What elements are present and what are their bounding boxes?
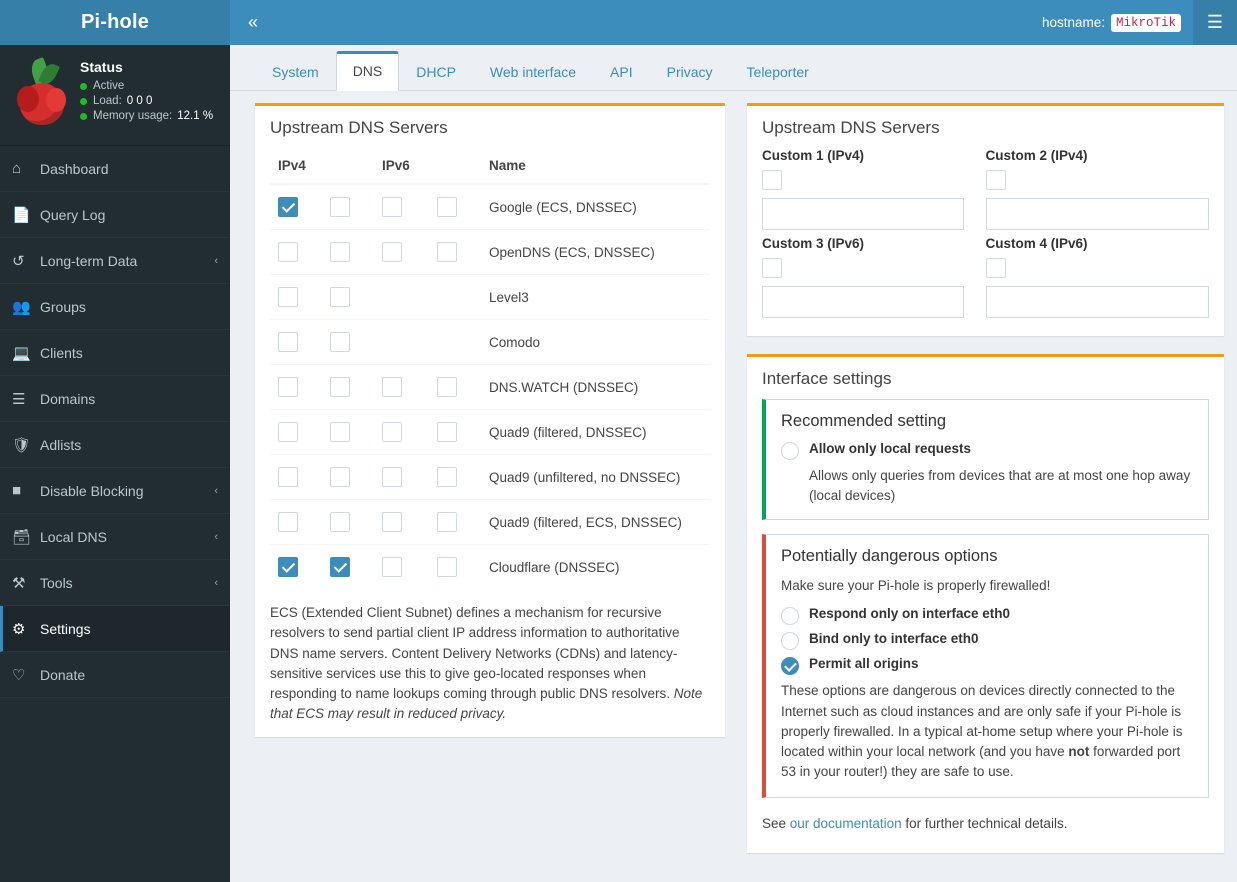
sidebar-item-label: Dashboard <box>40 160 109 177</box>
cell-ipv6a <box>374 545 429 590</box>
status-text <box>74 57 213 131</box>
recommended-heading: Recommended setting <box>781 412 947 430</box>
table-header-row <box>270 148 710 184</box>
sidebar-item-adlists[interactable] <box>0 422 230 468</box>
radio-icon[interactable] <box>781 632 799 650</box>
checkbox-ipv6-quad9-filtered-a[interactable] <box>382 422 402 442</box>
status-dot-icon <box>80 98 87 105</box>
table-row <box>270 500 710 545</box>
custom-field-4 <box>986 236 1210 318</box>
custom-input-1[interactable] <box>762 198 964 230</box>
checkbox-ipv6-quad9-filtered-b[interactable] <box>437 422 457 442</box>
checkbox-ipv6-google-a[interactable] <box>382 197 402 217</box>
interface-settings-box <box>747 354 1224 853</box>
cell-name: Quad9 (filtered, DNSSEC) <box>481 410 710 455</box>
cell-ipv4a <box>270 184 322 230</box>
sidebar-item-label: Groups <box>40 298 86 315</box>
dangerous-note <box>781 681 1193 782</box>
laptop-icon: 💻 <box>12 344 31 362</box>
sidebar-item-label: Adlists <box>40 436 82 453</box>
cell-ipv6b <box>429 230 481 275</box>
status-memory-label: Memory usage: <box>93 110 173 122</box>
chevron-left-icon: ‹ <box>214 576 218 589</box>
home-icon: ⌂ <box>12 160 22 177</box>
cell-name: Cloudflare (DNSSEC) <box>481 545 710 590</box>
sidebar-item-local-dns[interactable] <box>0 514 230 560</box>
document-icon: 📄 <box>12 206 31 224</box>
left-column <box>255 103 725 871</box>
custom-field-1 <box>762 148 986 230</box>
custom-input-3[interactable] <box>762 286 964 318</box>
settings-columns <box>230 91 1237 871</box>
checkbox-ipv4-opendns-b[interactable] <box>330 242 350 262</box>
sidebar-item-label: Local DNS <box>40 528 107 545</box>
brand-title[interactable]: Pi-hole <box>0 0 230 45</box>
cell-ipv4b <box>322 365 374 410</box>
checkbox-ipv4-google-b[interactable] <box>330 197 350 217</box>
checkbox-ipv6-opendns-a[interactable] <box>382 242 402 262</box>
ecs-help-text <box>270 589 710 725</box>
hostname-display <box>1042 14 1181 32</box>
cell-ipv6b <box>429 410 481 455</box>
documentation-link[interactable]: our documentation <box>789 815 902 831</box>
checkbox-ipv4-comodo-b[interactable] <box>330 332 350 352</box>
radio-label: Respond only on interface eth0 <box>809 606 1011 622</box>
checkbox-ipv4-dnswatch-b[interactable] <box>330 377 350 397</box>
sidebar-item-label: Long-term Data <box>40 252 138 269</box>
checkbox-ipv4-google-a[interactable] <box>278 197 298 217</box>
users-icon: 👥 <box>12 298 31 316</box>
upstream-dns-header <box>255 106 725 148</box>
cell-name: Quad9 (filtered, ECS, DNSSEC) <box>481 500 710 545</box>
cell-ipv6b <box>429 365 481 410</box>
sidebar-item-donate[interactable] <box>0 652 230 698</box>
tab-dhcp[interactable]: DHCP <box>416 64 456 80</box>
status-active-label: Active <box>93 80 125 92</box>
checkbox-ipv4-quad9-filtered-a[interactable] <box>278 422 298 442</box>
recommended-setting-callout <box>762 399 1209 520</box>
sidebar-item-label: Clients <box>40 344 83 361</box>
status-title: Status <box>80 59 123 75</box>
checkbox-ipv6-dnswatch-a[interactable] <box>382 377 402 397</box>
right-column <box>747 103 1224 871</box>
sidebar-item-long-term-data[interactable] <box>0 238 230 284</box>
list-icon: ☰ <box>12 390 26 408</box>
checkbox-ipv4-quad9-ecs-b[interactable] <box>330 512 350 532</box>
cell-ipv6a <box>374 365 429 410</box>
cell-ipv4b <box>322 455 374 500</box>
checkbox-ipv6-quad9-unfiltered-a[interactable] <box>382 467 402 487</box>
cell-ipv6a <box>374 500 429 545</box>
radio-icon[interactable] <box>781 607 799 625</box>
custom-label-1: Custom 1 (IPv4) <box>762 148 865 163</box>
sidebar <box>0 0 230 882</box>
checkbox-ipv4-level3-a[interactable] <box>278 287 298 307</box>
cell-name: DNS.WATCH (DNSSEC) <box>481 365 710 410</box>
sidebar-item-domains[interactable] <box>0 376 230 422</box>
ecs-help-body: ECS (Extended Client Subnet) defines a mechanism for recursive resolvers to send partial client IP address information to authoritative DNS name servers. Content Delivery Networks (CDNs) and latency-sensitive services use this to give geo-located responses when responding to name lookups coming through public DNS resolvers. <box>270 605 680 701</box>
status-panel <box>0 45 230 146</box>
table-row <box>270 230 710 275</box>
custom-dns-servers-box <box>747 103 1224 336</box>
radio-permit-all-origins[interactable] <box>781 656 1193 675</box>
column-header-ipv6: IPv6 <box>374 148 429 184</box>
cell-ipv6a <box>374 275 429 320</box>
recommended-description: Allows only queries from devices that are at most one hop away (local devices) <box>809 468 1191 503</box>
gear-icon: ⚙ <box>12 620 26 638</box>
status-dot-icon <box>80 113 87 120</box>
cell-ipv4b <box>322 320 374 365</box>
topbar <box>230 0 1237 45</box>
checkbox-ipv6-google-b[interactable] <box>437 197 457 217</box>
table-row <box>270 184 710 230</box>
main-area <box>230 0 1237 882</box>
checkbox-custom-4[interactable] <box>986 258 1006 278</box>
custom-label-4: Custom 4 (IPv6) <box>985 236 1088 251</box>
cell-ipv6b <box>429 320 481 365</box>
custom-checkbox-wrap-1 <box>762 170 964 190</box>
hostname-value: MikroTik <box>1111 14 1181 32</box>
status-line-active <box>80 80 213 92</box>
cell-ipv6b <box>429 500 481 545</box>
cell-ipv6a <box>374 455 429 500</box>
checkbox-ipv6-opendns-b[interactable] <box>437 242 457 262</box>
custom-input-4[interactable] <box>986 286 1210 318</box>
menu-icon[interactable]: ☰ <box>1193 0 1237 45</box>
cell-name: Level3 <box>481 275 710 320</box>
status-load-label: Load: <box>93 95 122 107</box>
tab-system[interactable]: System <box>272 64 319 80</box>
sidebar-item-settings[interactable] <box>0 606 230 652</box>
sidebar-item-label: Settings <box>40 620 91 637</box>
radio-respond-only-interface[interactable] <box>781 606 1193 625</box>
chevron-left-icon: ‹ <box>214 254 218 267</box>
column-header-blank2 <box>429 148 481 184</box>
checkbox-ipv6-quad9-ecs-a[interactable] <box>382 512 402 532</box>
sidebar-item-tools[interactable] <box>0 560 230 606</box>
stop-icon: ■ <box>12 482 22 499</box>
cell-ipv4a <box>270 275 322 320</box>
status-memory-value: 12.1 % <box>177 110 214 122</box>
topbar-right <box>1042 0 1237 45</box>
clock-icon: ↺ <box>12 252 25 270</box>
settings-tabs <box>230 45 1237 91</box>
sidebar-item-query-log[interactable] <box>0 192 230 238</box>
interface-settings-body <box>747 399 1224 853</box>
custom-dns-body <box>747 148 1224 336</box>
sidebar-item-groups[interactable] <box>0 284 230 330</box>
checkbox-ipv4-level3-b[interactable] <box>330 287 350 307</box>
radio-bind-only-interface[interactable] <box>781 631 1193 650</box>
sidebar-item-label: Tools <box>40 574 73 591</box>
chevron-left-icon: ‹ <box>214 484 218 497</box>
cell-ipv6b <box>429 545 481 590</box>
pihole-logo-icon <box>12 57 74 131</box>
tab-teleporter[interactable]: Teleporter <box>746 64 809 80</box>
cell-ipv4b <box>322 545 374 590</box>
upstream-dns-servers-box <box>255 103 725 737</box>
table-row <box>270 365 710 410</box>
radio-allow-only-local[interactable] <box>781 441 1193 460</box>
firewall-warning: Make sure your Pi-hole is properly firewalled! <box>781 578 1051 594</box>
cell-ipv4b <box>322 410 374 455</box>
doc-prefix: See <box>762 815 790 831</box>
server-icon: 🗃 <box>12 528 32 546</box>
custom-dns-title: Upstream DNS Servers <box>762 118 940 137</box>
upstream-dns-table <box>270 148 710 589</box>
hostname-label: hostname: <box>1041 15 1105 30</box>
custom-input-2[interactable] <box>986 198 1210 230</box>
dangerous-note-part1: These options are dangerous on devices directly connected to the Internet such as cloud instances and are only safe if your Pi-hole is properly firewalled. In a typical at-home setup where your Pi-hole is located within your local network (and you have <box>781 683 1183 760</box>
custom-dns-header <box>747 106 1224 148</box>
tab-web-interface[interactable]: Web interface <box>489 64 577 80</box>
custom-checkbox-wrap-2 <box>986 170 1210 190</box>
cell-ipv4a <box>270 365 322 410</box>
checkbox-ipv6-quad9-unfiltered-b[interactable] <box>437 467 457 487</box>
cell-ipv4a <box>270 500 322 545</box>
custom-field-3 <box>762 236 986 318</box>
tools-icon: ⚒ <box>12 574 26 592</box>
sidebar-item-label: Disable Blocking <box>40 482 144 499</box>
table-row <box>270 545 710 590</box>
sidebar-item-label: Domains <box>40 390 96 407</box>
radio-icon[interactable] <box>781 442 799 460</box>
column-header-ipv4: IPv4 <box>270 148 322 184</box>
checkbox-custom-1[interactable] <box>762 170 782 190</box>
dangerous-note-bold: not <box>1068 744 1090 760</box>
cell-ipv4a <box>270 410 322 455</box>
sidebar-item-dashboard[interactable] <box>0 146 230 192</box>
radio-label: Allow only local requests <box>809 441 972 456</box>
cell-ipv6a <box>374 410 429 455</box>
cell-ipv4b <box>322 184 374 230</box>
dangerous-options-callout <box>762 534 1209 798</box>
custom-label-3: Custom 3 (IPv6) <box>762 236 865 251</box>
cell-name: OpenDNS (ECS, DNSSEC) <box>481 230 710 275</box>
collapse-sidebar-icon[interactable]: « <box>247 12 258 32</box>
cell-ipv4a <box>270 545 322 590</box>
cell-ipv4a <box>270 455 322 500</box>
upstream-dns-title: Upstream DNS Servers <box>270 118 448 137</box>
sidebar-menu <box>0 146 230 698</box>
checkbox-ipv4-quad9-unfiltered-a[interactable] <box>278 467 298 487</box>
tab-privacy[interactable]: Privacy <box>666 64 713 80</box>
checkbox-ipv6-dnswatch-b[interactable] <box>437 377 457 397</box>
sidebar-item-clients[interactable] <box>0 330 230 376</box>
radio-label: Bind only to interface eth0 <box>809 631 979 647</box>
custom-checkbox-wrap-4 <box>986 258 1210 278</box>
content-area <box>230 45 1237 882</box>
interface-settings-title: Interface settings <box>762 369 892 388</box>
cell-ipv4b <box>322 230 374 275</box>
checkbox-custom-2[interactable] <box>986 170 1006 190</box>
shield-icon: 🛡 <box>12 436 32 454</box>
cell-ipv6a <box>374 230 429 275</box>
checkbox-ipv4-cloudflare-b[interactable] <box>330 557 350 577</box>
status-line-load <box>80 95 213 107</box>
status-dot-icon <box>80 83 87 90</box>
cell-ipv4b <box>322 500 374 545</box>
table-row <box>270 410 710 455</box>
radio-icon[interactable] <box>781 657 799 675</box>
table-row <box>270 320 710 365</box>
checkbox-ipv4-cloudflare-a[interactable] <box>278 557 298 577</box>
doc-suffix: for further technical details. <box>901 815 1068 831</box>
cell-ipv4b <box>322 275 374 320</box>
checkbox-ipv6-quad9-ecs-b[interactable] <box>437 512 457 532</box>
column-header-name: Name <box>481 148 710 184</box>
checkbox-custom-3[interactable] <box>762 258 782 278</box>
cell-name: Quad9 (unfiltered, no DNSSEC) <box>481 455 710 500</box>
cell-ipv6b <box>429 275 481 320</box>
checkbox-ipv6-cloudflare-b[interactable] <box>437 557 457 577</box>
checkbox-ipv4-opendns-a[interactable] <box>278 242 298 262</box>
checkbox-ipv4-comodo-a[interactable] <box>278 332 298 352</box>
sidebar-item-label: Donate <box>40 666 86 683</box>
interface-settings-header <box>747 357 1224 399</box>
custom-dns-grid <box>762 148 1209 324</box>
status-load-value: 0 0 0 <box>126 95 153 107</box>
cell-ipv6b <box>429 184 481 230</box>
column-header-blank1 <box>322 148 374 184</box>
tab-dns[interactable]: DNS <box>336 51 400 91</box>
checkbox-ipv4-quad9-ecs-a[interactable] <box>278 512 298 532</box>
cell-ipv6a <box>374 184 429 230</box>
cell-ipv6a <box>374 320 429 365</box>
custom-label-2: Custom 2 (IPv4) <box>985 148 1088 163</box>
upstream-dns-body <box>255 148 725 737</box>
table-row <box>270 455 710 500</box>
tab-api[interactable]: API <box>610 64 633 80</box>
cell-ipv4a <box>270 230 322 275</box>
cell-name: Comodo <box>481 320 710 365</box>
checkbox-ipv4-dnswatch-a[interactable] <box>278 377 298 397</box>
dangerous-heading: Potentially dangerous options <box>781 547 998 566</box>
radio-label: Permit all origins <box>809 656 919 672</box>
ecs-help-emphasis: Note that ECS may result in reduced privacy. <box>270 686 703 722</box>
status-line-memory <box>80 110 213 122</box>
sidebar-item-disable-blocking[interactable] <box>0 468 230 514</box>
sidebar-item-label: Query Log <box>40 206 106 223</box>
custom-checkbox-wrap-3 <box>762 258 964 278</box>
cell-ipv4a <box>270 320 322 365</box>
chevron-left-icon: ‹ <box>214 530 218 543</box>
custom-field-2 <box>986 148 1210 230</box>
cell-ipv6b <box>429 455 481 500</box>
checkbox-ipv4-quad9-filtered-b[interactable] <box>330 422 350 442</box>
cell-name: Google (ECS, DNSSEC) <box>481 184 710 230</box>
checkbox-ipv6-cloudflare-a[interactable] <box>382 557 402 577</box>
table-row <box>270 275 710 320</box>
documentation-line <box>762 812 1209 841</box>
checkbox-ipv4-quad9-unfiltered-b[interactable] <box>330 467 350 487</box>
dangerous-note-part2: forwarded port 53 in your router!) they are safe to use. <box>781 744 1181 780</box>
donate-icon: ♡ <box>12 666 26 684</box>
